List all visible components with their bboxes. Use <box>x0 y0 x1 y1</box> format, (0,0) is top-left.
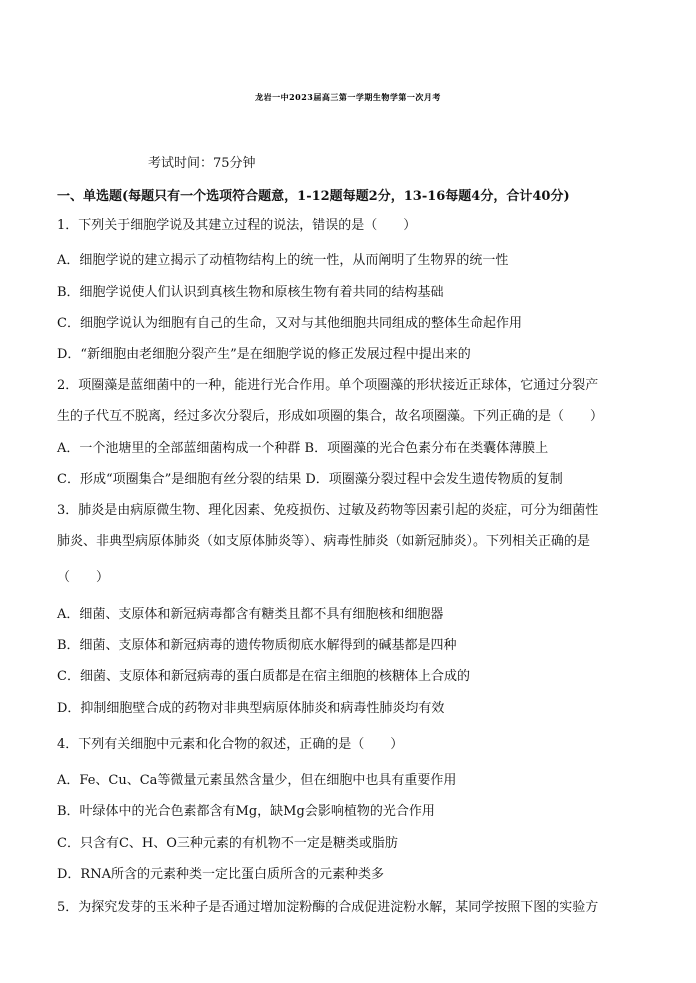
question-4: 4．下列有关细胞中元素和化合物的叙述，正确的是（ ） <box>57 737 404 752</box>
question-2-line-1: 2．项圈藻是蓝细菌中的一种，能进行光合作用。单个项圈藻的形状接近正球体，它通过分裂产 <box>57 378 599 393</box>
page-title: 龙岩一中2023届高三第一学期生物学第一次月考 <box>255 92 441 102</box>
q4-option-c: C．只含有C、H、O三种元素的有机物不一定是糖类或脂肪 <box>57 836 398 851</box>
question-2-line-2: 生的子代互不脱离，经过多次分裂后，形成如项圈的集合，故名项圈藻。下列正确的是（ ） <box>57 409 604 424</box>
q3-option-c: C．细菌、支原体和新冠病毒的蛋白质都是在宿主细胞的核糖体上合成的 <box>57 669 470 684</box>
section-heading: 一、单选题(每题只有一个选项符合题意，1-12题每题2分，13-16每题4分，合计40分) <box>57 189 570 204</box>
question-3-line-2: 肺炎、非典型病原体肺炎（如支原体肺炎等）、病毒性肺炎（如新冠肺炎）。下列相关正确的是 <box>57 534 591 549</box>
question-3-line-1: 3．肺炎是由病原微生物、理化因素、免疫损伤、过敏及药物等因素引起的炎症，可分为细菌性 <box>57 503 599 518</box>
question-3-line-3: （ ） <box>57 570 110 585</box>
q3-option-b: B．细菌、支原体和新冠病毒的遗传物质彻底水解得到的碱基都是四种 <box>57 638 457 653</box>
q4-option-b: B．叶绿体中的光合色素都含有Mg，缺Mg会影响植物的光合作用 <box>57 804 435 819</box>
q4-option-d: D．RNA所含的元素种类一定比蛋白质所含的元素种类多 <box>57 867 384 882</box>
q2-options-ab: A．一个池塘里的全部蓝细菌构成一个种群 B．项圈藻的光合色素分布在类囊体薄膜上 <box>57 441 549 456</box>
q4-option-a: A．Fe、Cu、Ca等微量元素虽然含量少，但在细胞中也具有重要作用 <box>57 773 457 788</box>
exam-time: 考试时间：75分钟 <box>148 156 256 171</box>
question-1: 1．下列关于细胞学说及其建立过程的说法，错误的是（ ） <box>57 218 417 233</box>
q3-option-d: D．抑制细胞壁合成的药物对非典型病原体肺炎和病毒性肺炎均有效 <box>57 701 445 716</box>
q1-option-c: C．细胞学说认为细胞有自己的生命，又对与其他细胞共同组成的整体生命起作用 <box>57 316 522 331</box>
question-5-line-1: 5．为探究发芽的玉米种子是否通过增加淀粉酶的合成促进淀粉水解，某同学按照下图的实验方 <box>57 900 599 915</box>
q2-options-cd: C．形成“项圈集合”是细胞有丝分裂的结果 D．项圈藻分裂过程中会发生遗传物质的复制 <box>57 472 563 487</box>
q3-option-a: A．细菌、支原体和新冠病毒都含有糖类且都不具有细胞核和细胞器 <box>57 607 444 622</box>
q1-option-a: A．细胞学说的建立揭示了动植物结构上的统一性，从而阐明了生物界的统一性 <box>57 253 509 268</box>
q1-option-d: D．“新细胞由老细胞分裂产生”是在细胞学说的修正发展过程中提出来的 <box>57 347 471 362</box>
q1-option-b: B．细胞学说使人们认识到真核生物和原核生物有着共同的结构基础 <box>57 285 444 300</box>
